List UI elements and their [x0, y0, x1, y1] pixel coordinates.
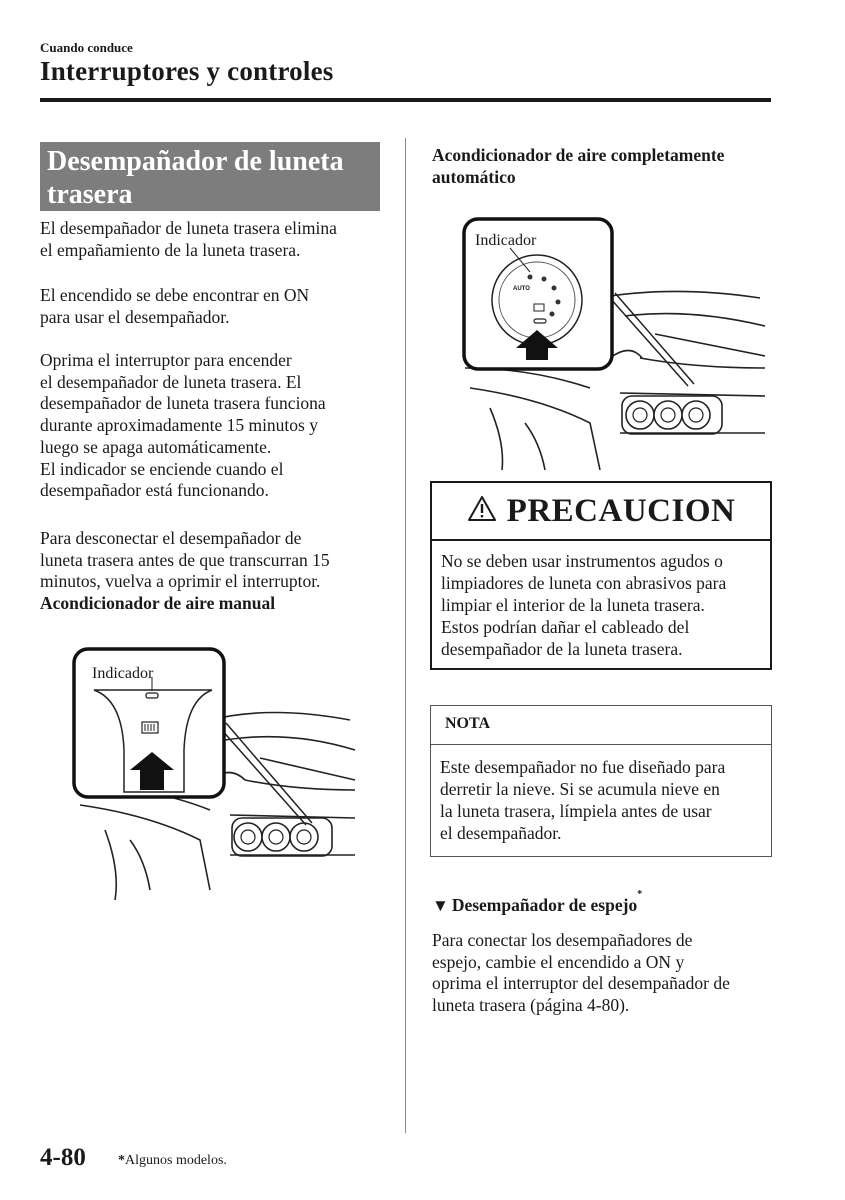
section-title-box: [40, 142, 380, 211]
note-text: [440, 756, 765, 844]
manual-ac-figure: [60, 640, 360, 900]
text-line: el desempañador de luneta trasera. El: [40, 371, 302, 392]
footnote-text: Algunos modelos.: [125, 1153, 227, 1168]
text-line: El indicador se enciende cuando el: [40, 458, 284, 479]
mirror-heading-text: Desempañador de espejo: [451, 895, 638, 915]
text-line: Para conectar los desempañadores de: [432, 930, 693, 950]
caution-header: [432, 483, 770, 541]
text-line: la luneta trasera, límpiela antes de usar: [440, 801, 712, 821]
text-line: espejo, cambie el encendido a ON y: [432, 951, 685, 972]
text-line: oprima el interruptor del desempañador de: [432, 973, 730, 994]
text-line: luneta trasera antes de que transcurran 15: [40, 549, 330, 570]
text-line: desempañador está funcionando.: [40, 480, 269, 501]
auto-ac-heading: [432, 145, 724, 188]
note-title: NOTA: [431, 706, 771, 745]
auto-mode-label: AUTO: [513, 286, 530, 292]
text-line: automático: [432, 166, 516, 187]
running-header-section: Cuando conduce: [40, 40, 133, 55]
manual-ac-heading: Acondicionador de aire manual: [40, 593, 276, 614]
text-line: luego se apaga automáticamente.: [40, 436, 272, 457]
footnote: [118, 1153, 227, 1169]
column-divider: [405, 138, 406, 1133]
text-line: limpiadores de luneta con abrasivos para: [441, 573, 727, 593]
footnote-mark: *: [118, 1153, 125, 1168]
black-down-triangle-icon: ▼: [432, 896, 449, 915]
intro-paragraph: [40, 218, 337, 261]
text-line: No se deben usar instrumentos agudos o: [441, 551, 723, 571]
text-line: Oprima el interruptor para encender: [40, 350, 292, 370]
text-line: Acondicionador de aire completamente: [432, 145, 725, 165]
caution-text: [441, 550, 766, 660]
note-box: [430, 705, 772, 857]
text-line: luneta trasera (página 4-80).: [432, 995, 630, 1016]
text-line: El encendido se debe encontrar en ON: [40, 285, 310, 305]
text-line: Estos podrían dañar el cableado del: [441, 617, 690, 637]
caution-title: PRECAUCION: [506, 492, 736, 529]
text-line: Este desempañador no fue diseñado para: [440, 757, 726, 777]
disconnect-paragraph: [40, 528, 330, 615]
operation-paragraph: [40, 350, 326, 502]
page-number: 4-80: [40, 1144, 86, 1171]
text-line: limpiar el interior de la luneta trasera.: [441, 595, 705, 615]
figure1-label: Indicador: [92, 665, 154, 682]
text-line: minutos, vuelva a oprimir el interruptor.: [40, 571, 321, 592]
text-line: derretir la nieve. Si se acumula nieve en: [440, 779, 720, 799]
mirror-defroster-heading: ▼ Desempañador de espejo *: [432, 889, 643, 915]
text-line: durante aproximadamente 15 minutos y: [40, 415, 318, 436]
running-header-title: Interruptores y controles: [40, 56, 334, 86]
figure2-label: Indicador: [475, 232, 537, 249]
text-line: El desempañador de luneta trasera elimina: [40, 218, 337, 238]
section-title-line1: Desempañador de luneta: [47, 146, 344, 177]
warning-triangle-icon: [467, 495, 497, 527]
caution-box: [430, 481, 772, 670]
text-line: desempañador de la luneta trasera.: [441, 639, 683, 659]
auto-ac-figure: [450, 208, 768, 470]
text-line: Para desconectar el desempañador de: [40, 528, 302, 548]
manual-ac-illustration: [60, 640, 360, 900]
ignition-paragraph: [40, 285, 309, 328]
text-line: el desempañador.: [440, 823, 562, 843]
auto-ac-illustration: [450, 208, 768, 470]
section-title-line2: trasera: [47, 179, 133, 210]
text-line: el empañamiento de la luneta trasera.: [40, 239, 301, 260]
header-rule: [40, 98, 771, 102]
text-line: desempañador de luneta trasera funciona: [40, 393, 326, 414]
mirror-paragraph: [432, 930, 730, 1017]
text-line: para usar el desempañador.: [40, 306, 230, 327]
